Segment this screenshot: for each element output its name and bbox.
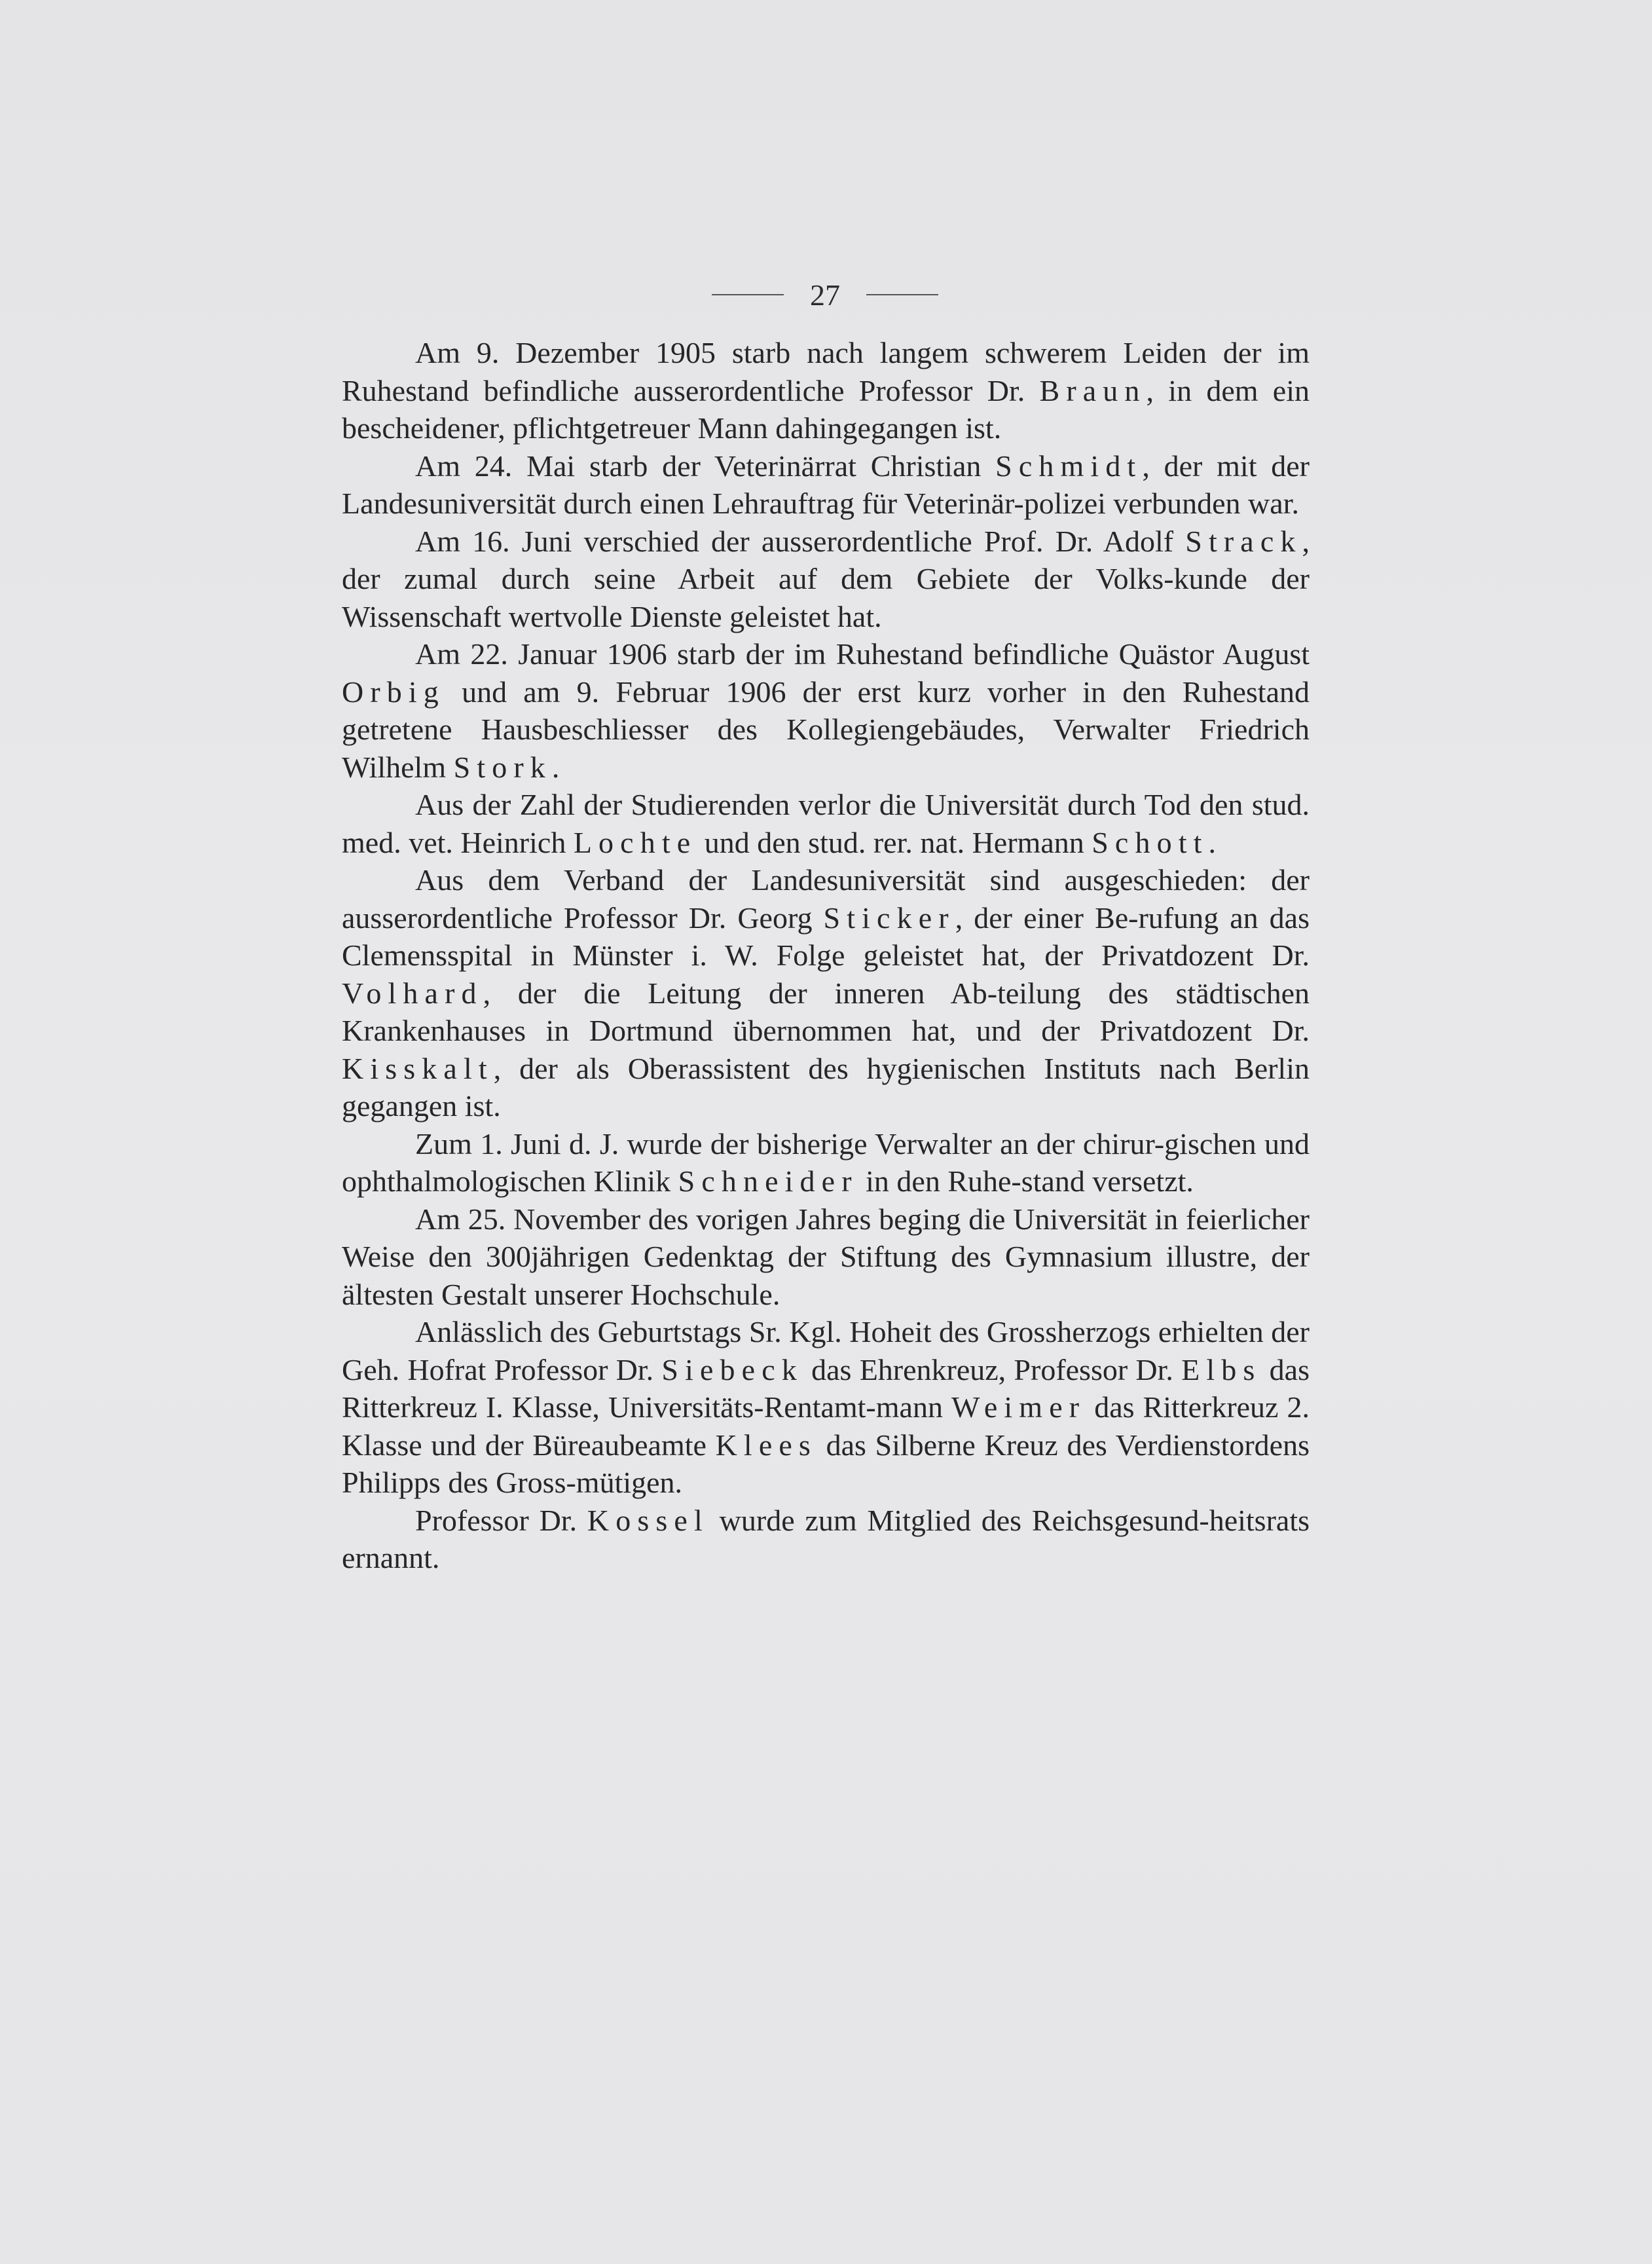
- name-kisskalt: Kisskalt: [342, 1051, 494, 1085]
- text-run: Am 25. November des vorigen Jahres beging die Universität in feierlicher Weise den 300jährigen Gedenktag der Stiftung des Gymnasium illustre, der ältesten Gestalt unserer Hochschule.: [342, 1202, 1310, 1311]
- text-run: Professor Dr.: [415, 1503, 587, 1537]
- text-run: , in dem ein bescheidener, pflichtgetreuer Mann dahingegangen ist.: [342, 373, 1310, 445]
- text-run: , der zumal durch seine Arbeit auf dem Gebiete der Volks-kunde der Wissenschaft wertvolle Dienste geleistet hat.: [342, 524, 1310, 633]
- name-lochte: Lochte: [573, 825, 697, 859]
- text-run: Am 9. Dezember 1905 starb nach langem schwerem Leiden der im Ruhestand befindliche ausserordentliche Professor Dr.: [342, 336, 1310, 407]
- text-run: , der einer Be-rufung an das Clemensspital in Münster i. W. Folge geleistet hat, der Privatdozent Dr.: [342, 900, 1310, 972]
- paragraph-kossel: [342, 1502, 1310, 1577]
- text-run: das Silberne Kreuz des Verdienstordens Philipps des Gross-mütigen.: [342, 1428, 1310, 1499]
- paragraph-orbig-stork: [342, 635, 1310, 786]
- text-run: Am 24. Mai starb der Veterinärrat Christian: [415, 449, 996, 483]
- text-run: , der mit der Landesuniversität durch einen Lehrauftrag für Veterinär-polizei verbunden war.: [342, 449, 1310, 520]
- name-stork: Stork: [453, 750, 552, 784]
- page-number: 27: [810, 278, 840, 312]
- text-run: Aus der Zahl der Studierenden verlor die Universität durch Tod den stud. med. vet. Heinrich: [342, 788, 1310, 859]
- name-klees: Klees: [715, 1428, 817, 1462]
- name-schmidt: Schmidt: [995, 449, 1143, 483]
- text-run: das Ritterkreuz 2. Klasse und der Büreaubeamte: [342, 1390, 1310, 1462]
- text-run: in den Ruhe-stand versetzt.: [858, 1164, 1194, 1198]
- text-run: und am 9. Februar 1906 der erst kurz vorher in den Ruhestand getretene Hausbeschliesser des Kollegiengebäudes, Verwalter Friedrich Wilhelm: [342, 675, 1310, 784]
- name-braun: Braun: [1039, 373, 1147, 407]
- text-run: Am 22. Januar 1906 starb der im Ruhestand befindliche Quästor August: [415, 637, 1310, 671]
- name-weimer: Weimer: [951, 1390, 1086, 1424]
- name-volhard: Volhard: [342, 976, 483, 1010]
- name-kossel: Kossel: [587, 1503, 709, 1537]
- name-elbs: Elbs: [1181, 1352, 1262, 1386]
- text-run: das Ehrenkreuz, Professor Dr.: [803, 1352, 1182, 1386]
- paragraph-schneider: [342, 1125, 1310, 1200]
- name-schneider: Schneider: [678, 1164, 858, 1198]
- text-run: .: [1208, 825, 1217, 859]
- name-schott: Schott: [1092, 825, 1209, 859]
- text-run: .: [551, 750, 560, 784]
- paragraph-auszeichnungen: [342, 1313, 1310, 1502]
- text-run: Anlässlich des Geburtstags Sr. Kgl. Hoheit des Grossherzogs erhielten der Geh. Hofrat Professor Dr.: [342, 1315, 1310, 1386]
- name-orbig: Orbig: [342, 675, 445, 709]
- paragraph-strack: [342, 523, 1310, 636]
- paragraph-studierende: [342, 786, 1310, 861]
- text-run: Aus dem Verband der Landesuniversität sind ausgeschieden: der ausserordentliche Professor Dr. Georg: [342, 863, 1310, 935]
- paragraph-schmidt: [342, 447, 1310, 523]
- name-siebeck: Siebeck: [661, 1352, 803, 1386]
- page-header: [707, 275, 943, 314]
- name-sticker: Sticker: [823, 900, 955, 935]
- text-run: , der die Leitung der inneren Ab-teilung des städtischen Krankenhauses in Dortmund übernommen hat, und der Privatdozent Dr.: [342, 976, 1310, 1047]
- body-text: [342, 334, 1310, 1577]
- text-run: das Ritterkreuz I. Klasse, Universitäts-Rentamt-mann: [342, 1352, 1310, 1424]
- paragraph-braun: [342, 334, 1310, 447]
- header-rule-right: [866, 294, 938, 295]
- header-rule-left: [712, 294, 784, 295]
- text-run: Zum 1. Juni d. J. wurde der bisherige Verwalter an der chirur-gischen und ophthalmologischen Klinik: [342, 1126, 1310, 1198]
- text-run: , der als Oberassistent des hygienischen Instituts nach Berlin gegangen ist.: [342, 1051, 1310, 1123]
- name-strack: Strack: [1185, 524, 1302, 558]
- text-run: und den stud. rer. nat. Hermann: [697, 825, 1092, 859]
- paragraph-gedenktag: [342, 1200, 1310, 1314]
- text-run: wurde zum Mitglied des Reichsgesund-heitsrats ernannt.: [342, 1503, 1310, 1574]
- text-run: Am 16. Juni verschied der ausserordentliche Prof. Dr. Adolf: [415, 524, 1186, 558]
- paragraph-ausgeschieden: [342, 861, 1310, 1125]
